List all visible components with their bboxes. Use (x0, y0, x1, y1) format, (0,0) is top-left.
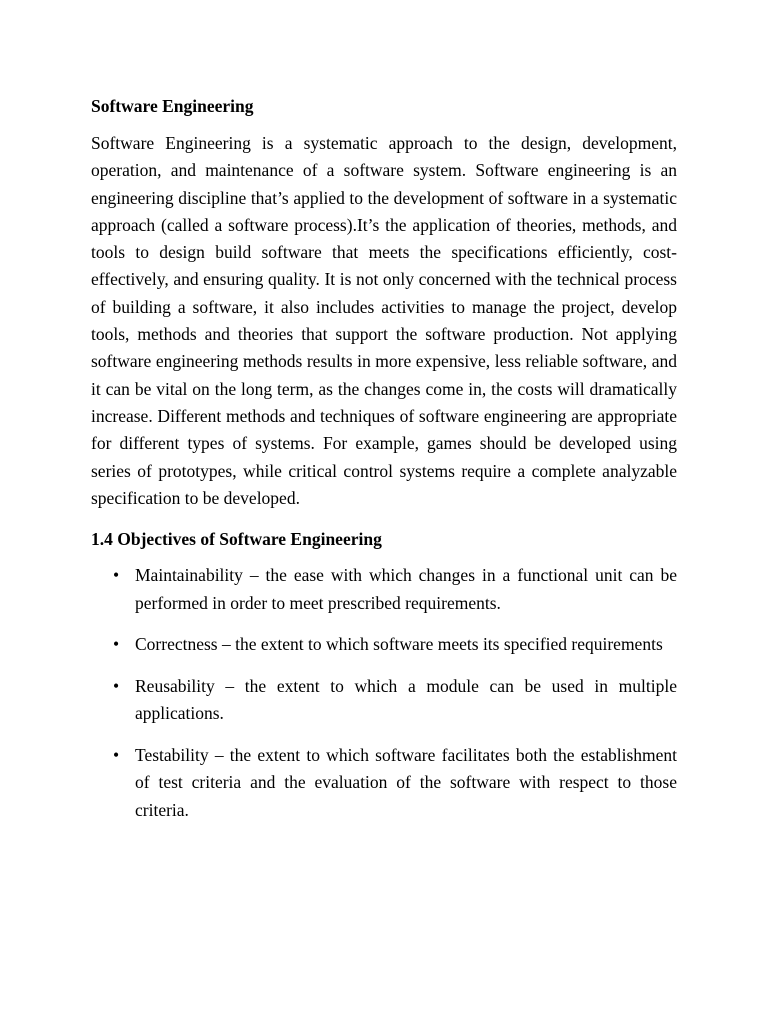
list-item-text: Reusability – the extent to which a module can be used in multiple applications. (135, 675, 677, 724)
list-item-text: Correctness – the extent to which software meets its specified requirements (135, 634, 663, 655)
intro-paragraph: Software Engineering is a systematic approach to the design, development, operation, and maintenance of a software system. Software engineering is an engineering discipline that’s applied to the development of software in a systematic approach (called a software process).It’s the application of theories, methods, and tools to design build software that meets the specifications efficiently, cost-effectively, and ensuring quality. It is not only concerned with the technical process of building a software, it also includes activities to manage the project, develop tools, methods and theories that support the software production. Not applying software engineering methods results in more expensive, less reliable software, and it can be vital on the long term, as the changes come in, the costs will dramatically increase. Different methods and techniques of software engineering are appropriate for different types of systems. For example, games should be developed using series of prototypes, while critical control systems require a complete analyzable specification to be developed. (91, 133, 677, 508)
document-title: Software Engineering (91, 96, 254, 116)
bullet-icon: • (113, 634, 120, 655)
list-item-text: Maintainability – the ease with which changes in a functional unit can be performed in order to meet prescribed requirements. (135, 565, 677, 613)
list-item-testability (91, 742, 677, 825)
objectives-list (91, 562, 677, 824)
list-item-text: Testability – the extent to which software facilitates both the establishment of test criteria and the evaluation of the software with respect to those criteria. (135, 744, 677, 820)
bullet-icon: • (113, 744, 120, 765)
list-item-maintainability (91, 562, 677, 617)
list-item-reusability (91, 673, 677, 728)
bullet-icon: • (113, 565, 120, 586)
document-page (91, 95, 677, 838)
section-heading: 1.4 Objectives of Software Engineering (91, 529, 382, 550)
bullet-icon: • (113, 675, 120, 696)
list-item-correctness (91, 631, 677, 659)
